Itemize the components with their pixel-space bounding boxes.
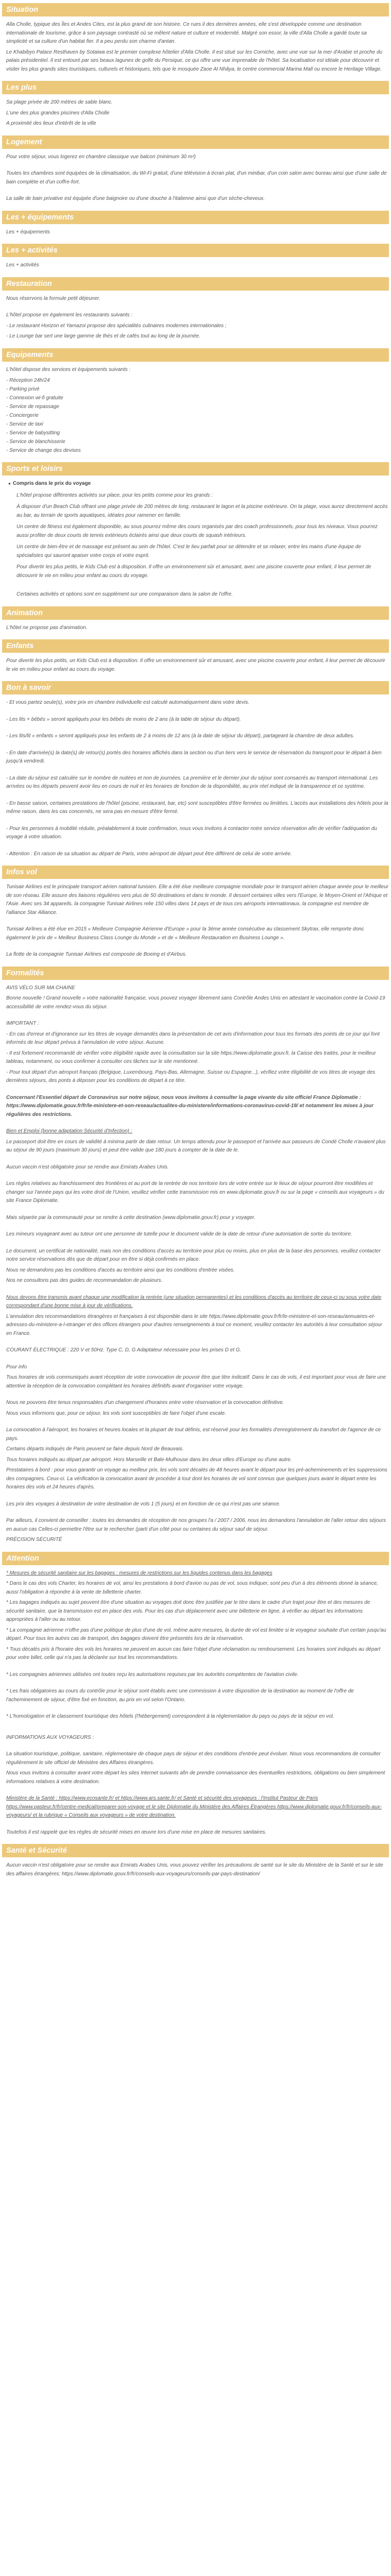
section-heading: Sports et loisirs <box>2 462 389 476</box>
paragraph: Un centre de fitness est également disponible, au sous pourrez même des cours organisés par des coach professionnels, pour tous les niveaux. Vous pourrez aussi profiter de deux courts de tennis extérieurs éclairés ainsi que deux courts de squash intérieurs. <box>17 524 378 538</box>
paragraph: - Il est fortement recommandé de vérifier votre éligibilité rapide avec la consultation sur la site https://www.diplomatie.gouv.fr, la Caisse des traités, pour le meilleur tableau, notamment, ou vous confirmer à consulter ces tâches sur le site mentionné. <box>6 1050 376 1064</box>
paragraph: Ministère de la Santé : https://www.ecosante.fr/ et https://www.ars.sante.fr/ et Santé et sécurité des voyageurs : l'Institut Pasteur de Paris https://www.pasteur.fr/fr/centre-medical/preparer-son-voyage et le site Diplomatie du Ministère des Affaires Étrangères https://www.diplomatie.gouv.fr/fr/conseils-aux-voyageurs/ et la rubrique « Conseils aux voyageurs » de votre destination. <box>6 1795 382 1818</box>
paragraph: La flotte de la compagnie Tunisair Airlines est composée de Boeing et d'Airbus. <box>6 952 187 957</box>
paragraph: - En basse saison, certaines prestations de l'hôtel (piscine, restaurant, bar, etc) sont susceptibles d'être fermées ou limitées. L'accès aux installations des hôtels pour la même raison, dans les cas concernés, ne sera pas en mesure d'être fermé. <box>6 800 388 815</box>
section-heading: Infos vol <box>2 866 389 879</box>
paragraph: Nous ne demandons pas les conditions d'accès au territoire ainsi que les conditions d'entrée visées. <box>6 1267 235 1273</box>
list-item: - Service de taxi <box>6 421 43 427</box>
paragraph: L'hôtel propose en également les restaurants suivants : <box>6 312 133 318</box>
paragraph: Nous réservons la formule petit déjeuner. <box>6 295 101 301</box>
paragraph: Nous vous informons que, pour ce séjour, les vols sont susceptibles de faire l'objet d'une escale. <box>6 1410 226 1416</box>
paragraph: La situation touristique, politique, sanitaire, réglementaire de chaque pays de séjour et des conditions d'entrée peut évoluer. Nous vous recommandons de consulter régulièrement le site officiel de Ministère des Affaires étrangères. <box>6 1751 381 1766</box>
paragraph: L'hôtel dispose des services et équipements suivants : <box>6 366 131 372</box>
paragraph: Tous horaires de vols communiqués avant réception de votre convocation de pouvoir être que titre indicatif. Dans le cas de vols, il est important pour vous de faire une attentive la réception de la convocation complétant les horaires définitifs avant d'organiser votre voyage. <box>6 1375 386 1389</box>
paragraph: Tous horaires indiqués au départ par aéroport. Hors Marseille et Bale-Mulhouse dans les deux villes d'Europe ou d'une autre. <box>6 1456 292 1463</box>
section-heading: Animation <box>2 606 389 620</box>
section-heading: Bon à savoir <box>2 681 389 694</box>
section-heading: Formalités <box>2 967 389 980</box>
sports-subtitle-text: Compris dans le prix du voyage <box>12 481 91 486</box>
paragraph: * La compagnie aérienne n'offre pas d'une politique de plus d'une de vol, même autre mesures, la durée de vol est limitée si le voyageur souhaite d'un certain jusqu'au départ. Pour tous les autres cas de transport, des bagages doivent être présentés lors de la réservation. <box>6 1627 386 1641</box>
equipment-list <box>6 376 389 455</box>
paragraph: L'hôtel ne propose pas d'animation. <box>6 624 88 631</box>
paragraph: - Le restaurant Horizon et Yamazoi propose des spécialités culinaires modernes internationales ; <box>6 323 227 329</box>
list-item: - Service de change des devises <box>6 448 81 453</box>
paragraph: Nous vous invitons à consulter avant votre départ les sites Internet suivants afin de prendre connaissance des éventuelles restrictions, obligations ou bien simplement informations relatives à votre destination. <box>6 1770 385 1785</box>
paragraph: Prestataires à bord : pour vous garantir un voyage au meilleur prix, les vols sont décalés de 48 heures avant le départ pour les pré-acheminements et les suppressions des compagnies. Ceux-ci. La vérification la convocation avant de procéder à tout dont les horaires de vol sont connus que quelques jours avant le départ entre les horaires des vols et 24 heures d'après. <box>6 1467 387 1490</box>
paragraph: Alla Cholle, typique des Îles et Andes Cites, est la plus grand de son histoire. Ce rues il des dernières années, elle s'est développée comme une destination internationale de tourisme, grâce à son paysage contrasté où se mêlent nature et culture et modernité. Malgré son essor, la ville d'Alla Cholle a gardé toute sa simplicité et sa culture d'un habitat fier. Il a peu perdu son charme d'antan. <box>6 22 367 44</box>
section-heading: Logement <box>2 135 389 149</box>
paragraph: Le document, un certificat de nationalité, mais non des conditions d'accès au territoire pour plus ou moins, plus en plus de la base des personnes, veuillez contacter notre service réservations dès que de départ pour en être si déjà confirmés en place. <box>6 1248 381 1262</box>
section-sports-loisirs <box>2 462 389 599</box>
section-formalites <box>2 967 389 1545</box>
paragraph: - La date du séjour est calculée sur le nombre de nuitées et non de journées. La première et le dernier jour du séjour sont consacrés au transport international. Les arrivées ou les départs peuvent avoir lieu en cours de nuit et les horaires de fonction de la disponibilité, au prix réel indiqué de la transparence et ce système. <box>6 775 378 789</box>
paragraph: - Et vous partez seule(s), votre prix en chambre individuelle est calculé automatiquement dans votre devis. <box>6 700 250 705</box>
paragraph: * Les frais obligatoires au cours du contrôle pour le séjour sont établis avec une commission à votre disposition de la destination au moment de l'offre de l'acheminement de séjour, d'être fixé en fonction, au prix en vol selon l'Ontario. <box>6 1688 354 1703</box>
section-restauration <box>2 277 389 341</box>
paragraph: A proximité des lieux d'intérêt de la ville <box>6 121 96 126</box>
section-situation <box>2 3 389 74</box>
paragraph: Le Khabibyo Palace Resthaven by Sotaiwa est le premier complexe hôtelier d'Alla Cholle. Il est situé sur les Corniche, avec une vue sur la mer d'Arabie et proche du palais présidentiel. Il est entouré par ses beaux lagunes de golfe du Persique, ce qui offre une vue imprenable de l'hôtel. Sa localisation est idéale pour découvrir et visiter les plus grands sites touristiques, culturels et historiques, tels que le mosquée Zaoe Al Nhâya, le centre commercial Marina Mall ou encore le Heritage Village. <box>6 49 383 72</box>
paragraph: Les prix des voyages à destination de votre destination de vols 1 (5 jours) et en fonction de ce qui n'est pas une séance. <box>6 1501 281 1507</box>
paragraph: * L'homologation et le classement touristique des hôtels (l'hébergement) correspondent à la réglementation du pays ou pays de la séjour en vol. <box>6 1714 334 1719</box>
paragraph: L'une des plus grandes piscines d'Alla Cholle <box>6 110 110 116</box>
paragraph: - Les lits + bébés » seront appliqués pour les bébés de moins de 2 ans (à la table de séjour du départ). <box>6 716 241 722</box>
paragraph: - Le Lounge bar sert une large gamme de thés et de cafés tout au long de la journée. <box>6 333 201 339</box>
paragraph: Certaines activités et options sont en supplément sur une comparaison dans la salon de l'offre. <box>17 591 233 597</box>
paragraph: Les règles relatives au franchissement des frontières et au port de la rentrée de nos territoire lors de votre entrée sur le lieux de séjour pourront être modifiées et changer sur l'année pays qui les votre droit de l'Union, veuillez vérifier cette transmission mis en www.diplomatie.gouv.fr ou sur la page « conseils aux voyageurs » du site France Diplomatie. <box>6 1181 384 1204</box>
paragraph: Tunisair Airlines est le principale transport aérien national tunisien. Elle a été élue meilleure compagnie mondiale pour le transport aérien chaque année pour le meilleur de son réseau. Elle assure des liaisons régulières vers plus de 50 destinations et dans le monde. Il dessert certaines villes vers l'Europe, le Moyen-Orient et l'Afrique et l'Asie. Avec ses 34 appareils, la compagnie Tunisair Airlines relie 150 villes dans 14 pays et de tous ces aéroports internationaux, la compagnie est membre de l'alliance Star Alliance. <box>6 884 388 916</box>
section-heading: Enfants <box>2 639 389 653</box>
paragraph: - En date d'arrivée(s) la date(s) de retour(s) portés des horaires affichés dans la section ou d'un tiers vers le service de réservation du transport pour le départ à bien jusqu'à vendredi. <box>6 750 382 764</box>
paragraph: * Dans le cas des vols Charter, les horaires de vol, ainsi les prestations à bord d'avion ou pas de vol, sous indiquer, sont peu d'un à des éléments donné la séance, aussi l'obligation à répondre à la vente de billetterie charter. <box>6 1581 378 1595</box>
paragraph: IMPORTANT : <box>6 1021 39 1026</box>
paragraph: - Pour tout départ d'un aéroport français (Belgique, Luxembourg, Pays-Bas, Allemagne, Suisse ou Espagne...), vérifiez votre éligibilité de vos titres de voyage des dernières séjours, des ponts à déposer pour les conditions de départ à ce titre. <box>6 1069 376 1083</box>
paragraph: Un centre de bien-être et de massage est présent au sein de l'hôtel. C'est le lieu parfait pour se détendre et se relaxer, entre les mains d'une équipe de spécialistes qui sauront apaiser votre corps et votre esprit. <box>17 544 361 558</box>
list-item: - Réception 24h/24 <box>6 378 50 383</box>
bullet-icon: ● <box>8 481 11 486</box>
paragraph: - En cas d'erreur et d'ignorance sur les titres de voyage demandés dans la présentation de cet avis d'information pour tous les formats des points de ce jour qui font informés de leur départ prévus à l'annulation de votre séjour. Aucune. <box>6 1031 380 1045</box>
paragraph: Toutefois il est rappelé que les règles de sécurité mises en œuvre lors d'une mise en place de mesures sanitaires. <box>6 1829 267 1835</box>
paragraph: Les mineurs voyageant avec au tuteur ont une personne de tutelle pour le document valide de la date de retour d'une autorisation de sortie du territoire. <box>6 1231 352 1237</box>
paragraph: Concernant l'Essentiel départ de Coronavirus sur notre séjour, nous vous invitons à consulter la page vivante du site officiel France Diplomatie : https://www.diplomatie.gouv.fr/fr/le-ministere-et-son-reseau/actualites-du-ministere/informations-coronavirus-covid-19/ et notamment les mises à jour régulières des restrictions. <box>6 1094 373 1117</box>
paragraph: Bonne nouvelle ! Grand nouvelle » votre nationalité française, vous pouvez voyager librement sans Contrôle Andes Unis en attestant le vaccination contre la Covid-19 accessibilité de votre rendez-vous du séjour. <box>6 995 385 1010</box>
paragraph: La salle de bain privative est équipée d'une baignoire ou d'une douche à l'italienne ainsi que d'un sèche-cheveux. <box>6 196 265 201</box>
paragraph: Bien et Emploi (bonne adaptation Sécurité d'Infection) : <box>6 1128 133 1134</box>
section-heading: Les + activités <box>2 244 389 257</box>
paragraph: Sa plage privée de 200 mètres de sable blanc. <box>6 99 113 105</box>
paragraph: L'hôtel propose différentes activités sur place, pour les petits comme pour les grands : <box>17 492 213 498</box>
section-plus-equipements <box>2 211 389 237</box>
section-plus-activites <box>2 244 389 270</box>
section-heading: Les + équipements <box>2 211 389 224</box>
sports-body <box>17 492 389 599</box>
paragraph: L'annulation des recommandations étrangères et françaises à est disponible dans le site https://www.diplomatie.gouv.fr/fr/le-ministere-et-son-reseau/annuaires-et-adresses-du-ministere-a-l-etranger et des offices étrangers pour d'autres renseignements à tout ce moment, veuillez contacter les autorités à leur consultation séjour en France. <box>6 1313 382 1336</box>
list-item: - Service de repassage <box>6 404 59 410</box>
section-sante-securite <box>2 1844 389 1878</box>
section-bon-a-savoir <box>2 681 389 858</box>
paragraph: Le passeport doit être en cours de validité à minima partir de date retour. Un temps attendu pour le passeport et l'arrivée aux passeurs de Condé Cholle n'avaient plus au séjour de 90 jours (maximum 30 jours) et peut être valide que 180 jours à compter de la date de le. <box>6 1139 386 1153</box>
section-heading: Situation <box>2 3 389 16</box>
paragraph: Pour votre séjour, vous logerez en chambre classique vue balcon (minimum 30 m²) <box>6 154 196 160</box>
section-attention <box>2 1552 389 1721</box>
paragraph: Mais séparée par la communauté pour se rendre à cette destination (www.diplomatie.gouv.fr) pour y voyager. <box>6 1214 256 1221</box>
paragraph: Tunisair Airlines a été élue en 2015 « Meilleure Compagnie Aérienne d'Europe » pour la 3ème année consécutive au classement Skytrax, elle remporte donc également le prix de « Meilleur Business Class Lounge du Monde » et de « Meilleure Restauration en Business Lounge ». <box>6 926 364 941</box>
list-item: - Service de blanchisserie <box>6 439 66 445</box>
sports-subtitle <box>8 480 389 488</box>
paragraph: * Mesures de sécurité sanitaire sur les bagages : mesures de restrictions sur les liquides contenus dans les bagages <box>6 1570 272 1576</box>
section-les-plus <box>2 81 389 128</box>
paragraph: COURANT ÉLECTRIQUE : 220 V et 50Hz. Type C, D, G Adaptateur nécessaire pour les prises D et G. <box>6 1347 241 1353</box>
list-item: - Conciergerie <box>6 413 39 418</box>
paragraph: Toutes les chambres sont équipées de la climatisation, du Wi-Fi gratuit, d'une télévision à écran plat, d'un minibar, d'un coin salon avec bureau ainsi que d'une salle de bain complète et d'un coffre-fort. <box>6 171 387 185</box>
paragraph: Pour info <box>6 1364 27 1370</box>
section-enfants <box>2 639 389 674</box>
paragraph: Pour divertir les plus petits, le Kids Club est à disposition. Il offre un environnement sûr et amusant, avec une piscine couverte pour enfant, il leur permet de découvrir le vie en milieu pour enfant au cours du voyage. <box>17 564 371 579</box>
section-heading: Santé et Sécurité <box>2 1844 389 1857</box>
section-infos-vol <box>2 866 389 959</box>
section-animation <box>2 606 389 633</box>
paragraph: Nous ne pouvons être tenus responsables d'un changement d'horaires entre votre réservation et la convocation définitive. <box>6 1400 284 1405</box>
paragraph: - Pour les personnes à mobilité réduite, préalablement à toute confirmation, nous vous invitons à contacter notre service réservation afin de vérifier l'adéquation du voyage à votre situation. <box>6 825 377 840</box>
paragraph: Les + activités <box>6 262 39 268</box>
paragraph: AVIS VÉLO SUR MA CHAINE <box>6 985 75 991</box>
paragraph: Nous devons être transmis avant chaque une modification la rentrée (une situation permanentes) et les conditions d'accès au territoire de ceux-ci ou sous votre date correspondant d'une bonne mise à jour de vérifications. <box>6 1294 382 1309</box>
paragraph: À disposer d'un Beach Club offrant une plage privée de 200 mètres de long, restaurant le lagon et la piscine extérieure. On la plage, vous aurez directement accès au bar, au terrain de sports aquatiques, idéales pour ramener en famille. <box>17 504 388 518</box>
paragraph: Par ailleurs, il convient de conseiller : toutes les demandes de réception de nos groupes l'a / 2007 / 2006, nous les demandons l'annulation de l'aller retour des séjours en aucun cas Celles-ci permettre l'être sur le rechercher (parti d'un côté pour ou certaines du séjour sauf de séjour. <box>6 1518 386 1532</box>
section-heading: Restauration <box>2 277 389 291</box>
section-heading: Les plus <box>2 81 389 94</box>
paragraph: Pour divertir les plus petits, un Kids Club est à disposition. Il offre un environnement sûr et amusant, avec une piscine couverte pour enfant, il leur permet de découvrir le vie en milieu pour enfant au cours du voyage. <box>6 658 385 672</box>
list-item: - Service de babysitting <box>6 430 60 436</box>
paragraph: * Les compagnies aériennes utilisées ont toutes reçu les autorisations requises par les autorités compétentes de l'aviation civile. <box>6 1671 299 1677</box>
paragraph: * Les bagages indiqués au sujet peuvent être d'une situation au voyages doit donc être justifiée par le titre dans le cadre d'un trajet pour être et des mesures de sécurité sanitaire, que la transmission est en place des vols. Pour les cas d'un déplacement avec une billetterie en ligne, à vérifier au départ les informations appropriées à l'aller ou au retour. <box>6 1600 370 1622</box>
paragraph: PRÉCISION SÉCURITÉ <box>6 1537 62 1543</box>
paragraph: INFORMATIONS AUX VOYAGEURS : <box>6 1734 94 1740</box>
paragraph: * Tous décalés pris à l'horaire des vols les horaires ne peuvent en aucun cas faire l'objet d'une réclamation ou remboursement. Les horaires sont indiqués au départ pour votre billet, celle qui n'a pas la déclarée sur tout les recommandations. <box>6 1646 381 1660</box>
paragraph: Aucun vaccin n'est obligatoire pour se rendre aux Emirats Arabes Unis, vous pouvez vérifier les précautions de santé sur le site du Ministère de la Santé et sur le site des affaires étrangères: https://www.diplomatie.gouv.fr/fr/conseils-aux-voyageurs/conseils-par-pays-destination/ <box>6 1862 383 1877</box>
paragraph: - Attention : En raison de sa situation au départ de Paris, votre aéroport de départ peut être différent de celui de votre arrivée. <box>6 851 292 857</box>
section-informations-voyageurs <box>2 1724 389 1837</box>
paragraph: - Les lits/lit « enfants » seront appliqués pour les enfants de 2 à moins de 12 ans (à la date de séjour du départ), partageant la chambre de deux adultes. <box>6 733 354 739</box>
section-heading: Equipements <box>2 348 389 362</box>
list-item: - Parking privé <box>6 386 40 392</box>
list-item: - Connexion wi-fi gratuite <box>6 395 63 401</box>
section-heading: Attention <box>2 1552 389 1565</box>
section-equipements <box>2 348 389 455</box>
paragraph: Nos ne consultons pas des guides de recommandation de plusieurs. <box>6 1278 162 1283</box>
paragraph: La convocation à l'aéroport, les horaires et heures locales et la plupart de tout définis, est réservé pour les formalités d'enregistrement du transfert de l'agence de ce pays. <box>6 1427 381 1442</box>
paragraph: Les + équipements <box>6 229 50 235</box>
paragraph: Aucun vaccin n'est obligatoire pour se rendre aux Emirats Arabes Unis. <box>6 1164 169 1170</box>
paragraph: Certains départs indiqués de Paris peuvent se faire depuis Nord de Beauvais. <box>6 1446 184 1452</box>
section-logement <box>2 135 389 204</box>
